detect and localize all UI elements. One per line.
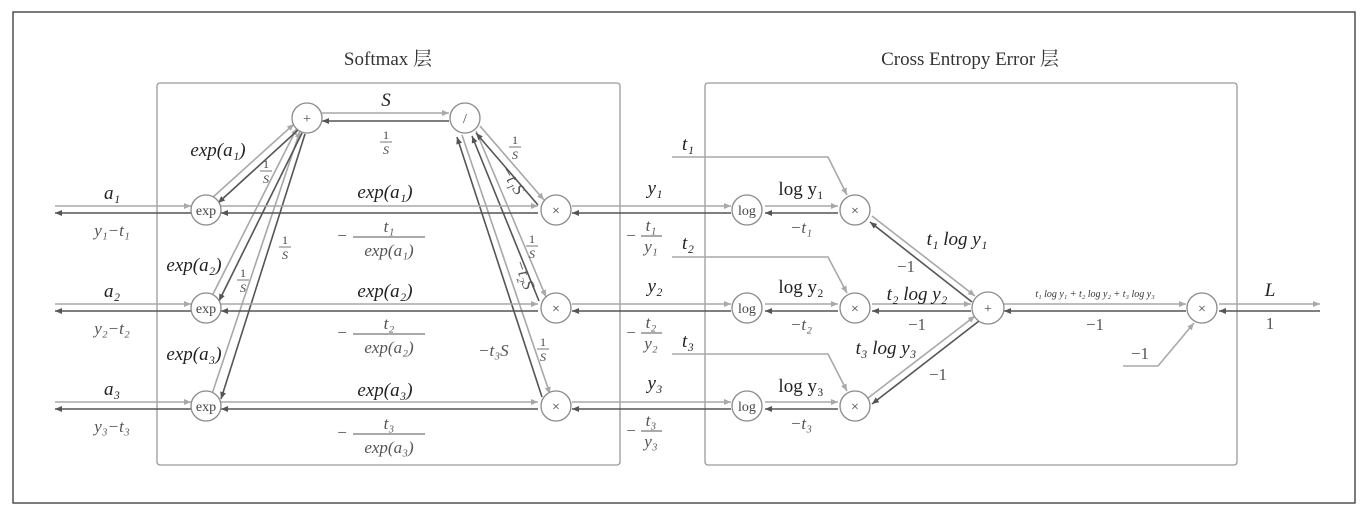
node-times-softmax-3 [541, 391, 571, 421]
frac-neg-t2-y2-sign: − [626, 323, 636, 342]
node-log-3 [732, 391, 762, 421]
frac-neg-t3-y3 [626, 411, 662, 451]
frac-invS-mid [380, 128, 392, 157]
label-t3-input: t₃ [682, 331, 694, 352]
label-y3: y₃ [647, 373, 663, 394]
frac-invS-a-num: 1 [263, 157, 269, 171]
node-divide-symbol: / [463, 112, 467, 127]
node-exp-2 [191, 293, 221, 323]
label-neg-t2: −t₂ [789, 315, 813, 334]
label-a3: a₃ [103, 379, 121, 400]
cross-entropy-layer-box [705, 83, 1237, 465]
label-minus-one-d: −1 [1085, 315, 1105, 334]
label-neg-t1: −t₁ [789, 218, 813, 237]
frac-neg-t3-y3-num: t₃ [645, 411, 657, 430]
node-exp-3-label: exp [195, 400, 217, 415]
node-log-1 [732, 195, 762, 225]
label-grad-a3: y₃−t₃ [94, 417, 130, 436]
node-plus-softmax [292, 103, 322, 133]
label-y1: y₁ [647, 178, 663, 199]
node-log-2-label: log [738, 302, 756, 317]
node-times-softmax-2-symbol: × [552, 302, 560, 317]
frac-neg-t3-y3-den: y₃ [644, 432, 658, 451]
edge-exp3-to-plus [212, 131, 300, 394]
node-times-ce-1 [840, 195, 870, 225]
label-a2: a₂ [103, 281, 121, 302]
frac-invS-d-num: 1 [512, 133, 518, 147]
node-exp-2-label: exp [195, 302, 217, 317]
node-exp-1 [191, 195, 221, 225]
frac-neg-t1-y1-sign: − [626, 226, 636, 245]
frac-neg-t2-exp-sign: − [337, 323, 347, 342]
frac-neg-t1-exp [337, 217, 425, 260]
frac-neg-t1-y1 [626, 216, 662, 256]
node-times-final-symbol: × [1198, 302, 1206, 317]
label-exp-a1-h: exp(a₁) [357, 182, 413, 203]
label-grad-a1: y₁−t₁ [94, 221, 130, 240]
node-times-ce-2 [840, 293, 870, 323]
label-neg-t3: −t₃ [789, 414, 813, 433]
node-times-softmax-2 [541, 293, 571, 323]
label-neg-t3-S: −t₃S [478, 341, 509, 360]
frac-neg-t2-y2-num: t₂ [645, 313, 657, 332]
label-t2-input: t₂ [682, 233, 694, 254]
frac-neg-t3-exp-sign: − [337, 423, 347, 442]
frac-neg-t1-y1-den: y₁ [644, 237, 658, 256]
frac-invS-e-num: 1 [529, 232, 535, 246]
frac-invS-d [509, 133, 521, 162]
frac-neg-t2-exp [337, 314, 425, 357]
label-minus-one-c: −1 [928, 365, 948, 384]
label-L: L [1264, 280, 1276, 301]
frac-invS-e-den: S [529, 247, 535, 261]
label-t1-input: t₁ [682, 134, 694, 155]
label-minus-one-a: −1 [896, 257, 916, 276]
node-times-softmax-1 [541, 195, 571, 225]
label-log-y1: log y₁ [778, 179, 824, 200]
label-exp-a3-up: exp(a₃) [166, 344, 222, 365]
frac-neg-t3-exp-den: exp(a₃) [364, 438, 414, 457]
frac-invS-b [279, 233, 291, 262]
label-neg-t1-S: −t₁S [496, 162, 529, 199]
node-times-ce-3-symbol: × [851, 400, 859, 415]
node-times-ce-1-symbol: × [851, 204, 859, 219]
frac-neg-t2-exp-num: t₂ [383, 314, 395, 333]
label-log-y3: log y₃ [778, 376, 824, 397]
node-exp-1-label: exp [195, 204, 217, 219]
frac-invS-a-den: S [263, 172, 269, 186]
label-grad-a2: y₂−t₂ [94, 319, 130, 338]
node-log-2 [732, 293, 762, 323]
cross-entropy-layer-title: Cross Entropy Error 层 [881, 49, 1059, 70]
frac-neg-t1-exp-sign: − [337, 226, 347, 245]
edge-div-to-mul2 [476, 131, 546, 297]
frac-invS-f-den: S [540, 350, 546, 364]
label-a1: a₁ [103, 183, 121, 204]
frac-neg-t1-y1-num: t₁ [645, 216, 657, 235]
node-plus-ce-symbol: + [984, 302, 992, 317]
node-times-ce-3 [840, 391, 870, 421]
frac-neg-t1-exp-den: exp(a₁) [364, 241, 414, 260]
node-divide [450, 103, 480, 133]
frac-invS-mid-num: 1 [383, 128, 389, 142]
node-exp-3 [191, 391, 221, 421]
node-plus-softmax-symbol: + [303, 112, 311, 127]
label-one: 1 [1265, 314, 1275, 333]
label-sum-expression: t₁ log y₁ + t₂ log y₂ + t₃ log y₃ [1035, 289, 1155, 300]
frac-invS-c-den: S [240, 281, 246, 295]
frac-neg-t1-exp-num: t₁ [383, 217, 395, 236]
frac-neg-t3-exp-num: t₃ [383, 414, 395, 433]
label-exp-a3-h: exp(a₃) [357, 380, 413, 401]
node-plus-ce [972, 292, 1004, 324]
label-exp-a2-h: exp(a₂) [357, 281, 413, 302]
label-t1-log-y1: t₁ log y₁ [926, 229, 988, 250]
frac-neg-t3-y3-sign: − [626, 421, 636, 440]
frac-invS-d-den: S [512, 148, 518, 162]
frac-invS-mid-den: S [383, 143, 389, 157]
label-minus-one-b: −1 [907, 315, 927, 334]
node-times-final [1187, 293, 1217, 323]
frac-invS-b-num: 1 [282, 233, 288, 247]
label-y2: y₂ [647, 276, 663, 297]
frac-neg-t3-exp [337, 414, 425, 457]
label-exp-a2-up: exp(a₂) [166, 255, 222, 276]
label-log-y2: log y₂ [778, 277, 824, 298]
softmax-layer-title: Softmax 层 [343, 49, 433, 70]
label-t3-log-y3: t₃ log y₃ [855, 338, 917, 359]
node-log-3-label: log [738, 400, 756, 415]
frac-invS-c-num: 1 [240, 266, 246, 280]
label-S: S [381, 90, 391, 111]
label-exp-a1-up: exp(a₁) [190, 140, 246, 161]
node-log-1-label: log [738, 204, 756, 219]
label-t2-log-y2: t₂ log y₂ [886, 284, 948, 305]
frac-neg-t2-exp-den: exp(a₂) [364, 338, 414, 357]
frac-invS-b-den: S [282, 248, 288, 262]
node-times-ce-2-symbol: × [851, 302, 859, 317]
frac-neg-t2-y2 [626, 313, 662, 353]
node-times-softmax-1-symbol: × [552, 204, 560, 219]
frac-neg-t2-y2-den: y₂ [644, 334, 658, 353]
node-times-softmax-3-symbol: × [552, 400, 560, 415]
label-minus-one-input: −1 [1130, 344, 1150, 363]
frac-invS-f-num: 1 [540, 335, 546, 349]
label-neg-t2-S: −t₂S [510, 256, 539, 293]
